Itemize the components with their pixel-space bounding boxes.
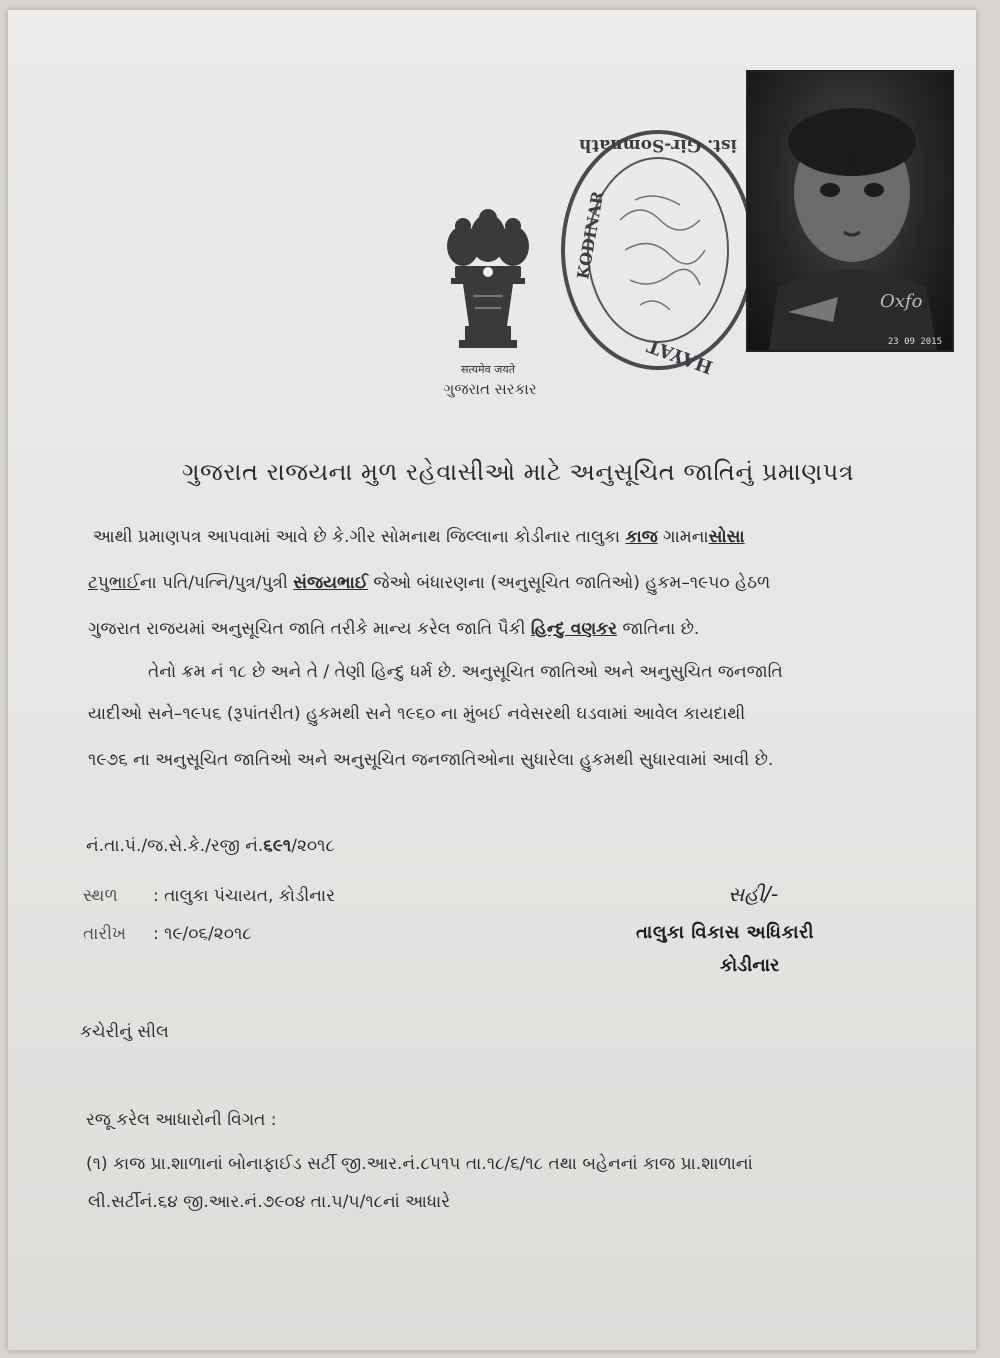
emblem-motto: सत्यमेव जयते	[460, 363, 515, 376]
body-line-3	[88, 619, 699, 639]
signature-scribble: સહી/-	[728, 882, 779, 906]
body-line-4: તેનો ક્રમ નં ૧૮ છે અને તે / તેણી હિન્દુ ધર્મ છે. અનુસૂચિત જાતિઓ અને અનુસુચિત જનજાતિ	[148, 662, 783, 682]
place-row	[83, 886, 335, 906]
place-value: : તાલુકા પંચાયત, કોડીનાર	[153, 886, 335, 906]
body-line-5: યાદીઓ સને–૧૯૫૬ (રૂપાંતરીત) હુકમથી સને ૧૯૬૦ ના મુંબઈ નવેસરથી ઘડવામાં આવેલ કાયદાથી	[88, 704, 746, 724]
body-line-1	[93, 527, 745, 547]
date-row	[83, 924, 252, 944]
surname: સોસા	[708, 527, 745, 547]
officer-designation: તાલુકા વિકાસ અધિકારી	[636, 922, 815, 943]
photo-date: 23 09 2015	[887, 337, 942, 347]
office-seal-label: કચેરીનું સીલ	[80, 1022, 169, 1042]
village-name: કાજ	[625, 527, 658, 547]
reference-prefix: નં.તા.પં./જ.સે.કે./રજી નં.	[86, 836, 264, 856]
applicant-photo	[746, 70, 954, 352]
body-line-6: ૧૯૭૬ ના અનુસૂચિત જાતિઓ અને અનુસૂચિત જનજાતિઓના સુધારેલા હુકમથી સુધારવામાં આવી છે.	[88, 750, 774, 770]
document-item-1: (૧) કાજ પ્રા.શાળાનાં બોનાફાઈડ સર્ટી જી.આર.નં.૮૫૧૫ તા.૧૮/૬/૧૮ તથા બહેનનાં કાજ પ્રા.શાળાનાં	[86, 1154, 753, 1174]
svg-text:Oxfo: Oxfo	[880, 291, 923, 312]
svg-text:KODINAR: KODINAR	[573, 189, 608, 281]
applicant-name: સંજયભાઈ	[293, 573, 368, 593]
svg-text:HAYAT: HAYAT	[644, 334, 716, 378]
reference-year: /૨૦૧૮	[291, 836, 335, 856]
national-emblem-icon	[433, 208, 543, 358]
registration-number: ૬૯૧	[263, 836, 292, 856]
body-text: ગુજરાત રાજયમાં અનુસૂચિત જાતિ તરીકે માન્ય કરેલ જાતિ પૈકી	[88, 619, 531, 639]
date-value: : ૧૯/૦૬/૨૦૧૮	[153, 924, 252, 944]
body-text: આથી પ્રમાણપત્ર આપવામાં આવે છે કે.ગીર સોમનાથ જિલ્લાના કોડીનાર તાલુકા	[93, 527, 626, 547]
reference-number	[86, 836, 335, 856]
father-name: ટપુભાઈ	[88, 573, 140, 593]
svg-text:ist. Gir-Somnath: ist. Gir-Somnath	[579, 135, 737, 155]
government-name: ગુજરાત સરકાર	[443, 380, 537, 398]
document-item-1-continued: લી.સર્ટીનં.૬૪ જી.આર.નં.૭૯૦૪ તા.૫/૫/૧૮નાં આધારે	[88, 1192, 451, 1212]
place-label: સ્થળ	[83, 886, 118, 906]
body-text: જાતિના છે.	[616, 619, 700, 639]
body-text: જેઓ બંધારણના (અનુસૂચિત જાતિઓ) હુકમ–૧૯૫૦ હેઠળ	[367, 573, 771, 593]
office-seal-stamp	[540, 100, 750, 390]
certificate-page	[8, 10, 976, 1350]
date-label: તારીખ	[83, 924, 127, 944]
caste-name: હિન્દુ વણકર	[530, 619, 617, 639]
body-text: ના પતિ/પત્નિ/પુત્ર/પુત્રી	[139, 573, 294, 593]
documents-heading: રજૂ કરેલ આધારોની વિગત :	[86, 1110, 277, 1130]
body-text: ગામના	[657, 527, 709, 547]
certificate-title: ગુજરાત રાજયના મુળ રહેવાસીઓ માટે અનુસૂચિત જાતિનું પ્રમાણપત્ર	[181, 458, 855, 486]
body-line-2	[88, 573, 770, 593]
officer-location: કોડીનાર	[720, 955, 780, 976]
